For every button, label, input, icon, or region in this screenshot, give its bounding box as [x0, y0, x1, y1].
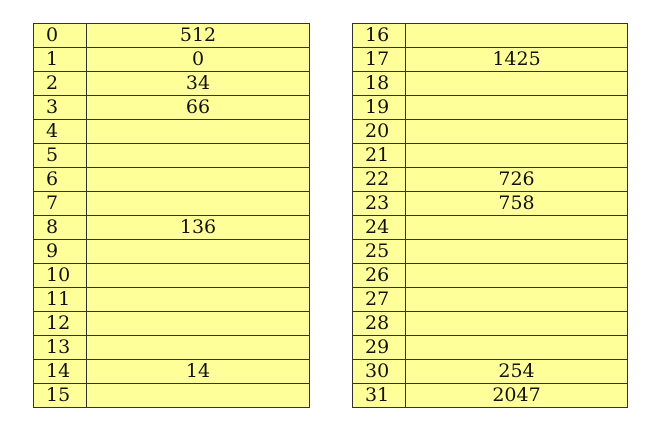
- table-row: [353, 24, 628, 48]
- row-value: [406, 24, 628, 48]
- table-row: [34, 96, 310, 120]
- row-index: 30: [353, 360, 406, 384]
- row-value: 34: [87, 72, 310, 96]
- table-row: [34, 264, 310, 288]
- row-value: 512: [87, 24, 310, 48]
- row-index: 8: [34, 216, 87, 240]
- row-index: 28: [353, 312, 406, 336]
- row-index: 25: [353, 240, 406, 264]
- table-row: [34, 24, 310, 48]
- row-index: 7: [34, 192, 87, 216]
- table-row: [34, 216, 310, 240]
- row-value: [406, 288, 628, 312]
- table-row: [34, 360, 310, 384]
- row-index: 18: [353, 72, 406, 96]
- row-value: [87, 168, 310, 192]
- row-value: 2047: [406, 384, 628, 408]
- row-index: 16: [353, 24, 406, 48]
- table-row: [34, 312, 310, 336]
- row-value: [87, 384, 310, 408]
- row-index: 22: [353, 168, 406, 192]
- row-index: 10: [34, 264, 87, 288]
- row-index: 0: [34, 24, 87, 48]
- row-index: 5: [34, 144, 87, 168]
- row-value: 136: [87, 216, 310, 240]
- row-index: 3: [34, 96, 87, 120]
- row-value: [87, 312, 310, 336]
- row-index: 31: [353, 384, 406, 408]
- row-index: 12: [34, 312, 87, 336]
- row-value: [87, 144, 310, 168]
- row-value: [87, 192, 310, 216]
- row-index: 19: [353, 96, 406, 120]
- row-value: [87, 336, 310, 360]
- row-index: 6: [34, 168, 87, 192]
- table-row: [34, 192, 310, 216]
- table-row: [353, 264, 628, 288]
- row-index: 17: [353, 48, 406, 72]
- table-row: [353, 48, 628, 72]
- table-row: [353, 288, 628, 312]
- row-value: 66: [87, 96, 310, 120]
- row-value: [406, 336, 628, 360]
- table-row: [353, 312, 628, 336]
- row-value: 1425: [406, 48, 628, 72]
- row-index: 13: [34, 336, 87, 360]
- table-row: [353, 168, 628, 192]
- row-value: [406, 216, 628, 240]
- table-row: [34, 144, 310, 168]
- table-row: [353, 144, 628, 168]
- row-value: 0: [87, 48, 310, 72]
- table-row: [353, 72, 628, 96]
- row-index: 26: [353, 264, 406, 288]
- table-row: [353, 216, 628, 240]
- row-index: 29: [353, 336, 406, 360]
- row-value: 254: [406, 360, 628, 384]
- row-value: 758: [406, 192, 628, 216]
- row-value: 14: [87, 360, 310, 384]
- table-row: [353, 192, 628, 216]
- row-index: 1: [34, 48, 87, 72]
- hash-table-left: [33, 23, 310, 408]
- row-value: [406, 312, 628, 336]
- row-value: [406, 264, 628, 288]
- row-value: [87, 288, 310, 312]
- table-row: [353, 384, 628, 408]
- table-row: [34, 72, 310, 96]
- table-row: [353, 96, 628, 120]
- row-index: 21: [353, 144, 406, 168]
- row-index: 27: [353, 288, 406, 312]
- row-index: 2: [34, 72, 87, 96]
- table-row: [34, 288, 310, 312]
- row-index: 9: [34, 240, 87, 264]
- row-index: 20: [353, 120, 406, 144]
- row-index: 15: [34, 384, 87, 408]
- row-value: [87, 120, 310, 144]
- row-value: 726: [406, 168, 628, 192]
- row-value: [406, 240, 628, 264]
- table-row: [353, 120, 628, 144]
- table-row: [353, 360, 628, 384]
- table-row: [34, 48, 310, 72]
- row-index: 23: [353, 192, 406, 216]
- row-value: [87, 264, 310, 288]
- row-value: [406, 120, 628, 144]
- table-row: [34, 120, 310, 144]
- row-index: 24: [353, 216, 406, 240]
- row-index: 4: [34, 120, 87, 144]
- row-value: [406, 144, 628, 168]
- table-row: [34, 384, 310, 408]
- row-index: 11: [34, 288, 87, 312]
- table-row: [353, 240, 628, 264]
- table-row: [34, 240, 310, 264]
- table-row: [353, 336, 628, 360]
- row-index: 14: [34, 360, 87, 384]
- row-value: [406, 72, 628, 96]
- row-value: [406, 96, 628, 120]
- table-row: [34, 168, 310, 192]
- hash-table-right: [352, 23, 628, 408]
- table-row: [34, 336, 310, 360]
- row-value: [87, 240, 310, 264]
